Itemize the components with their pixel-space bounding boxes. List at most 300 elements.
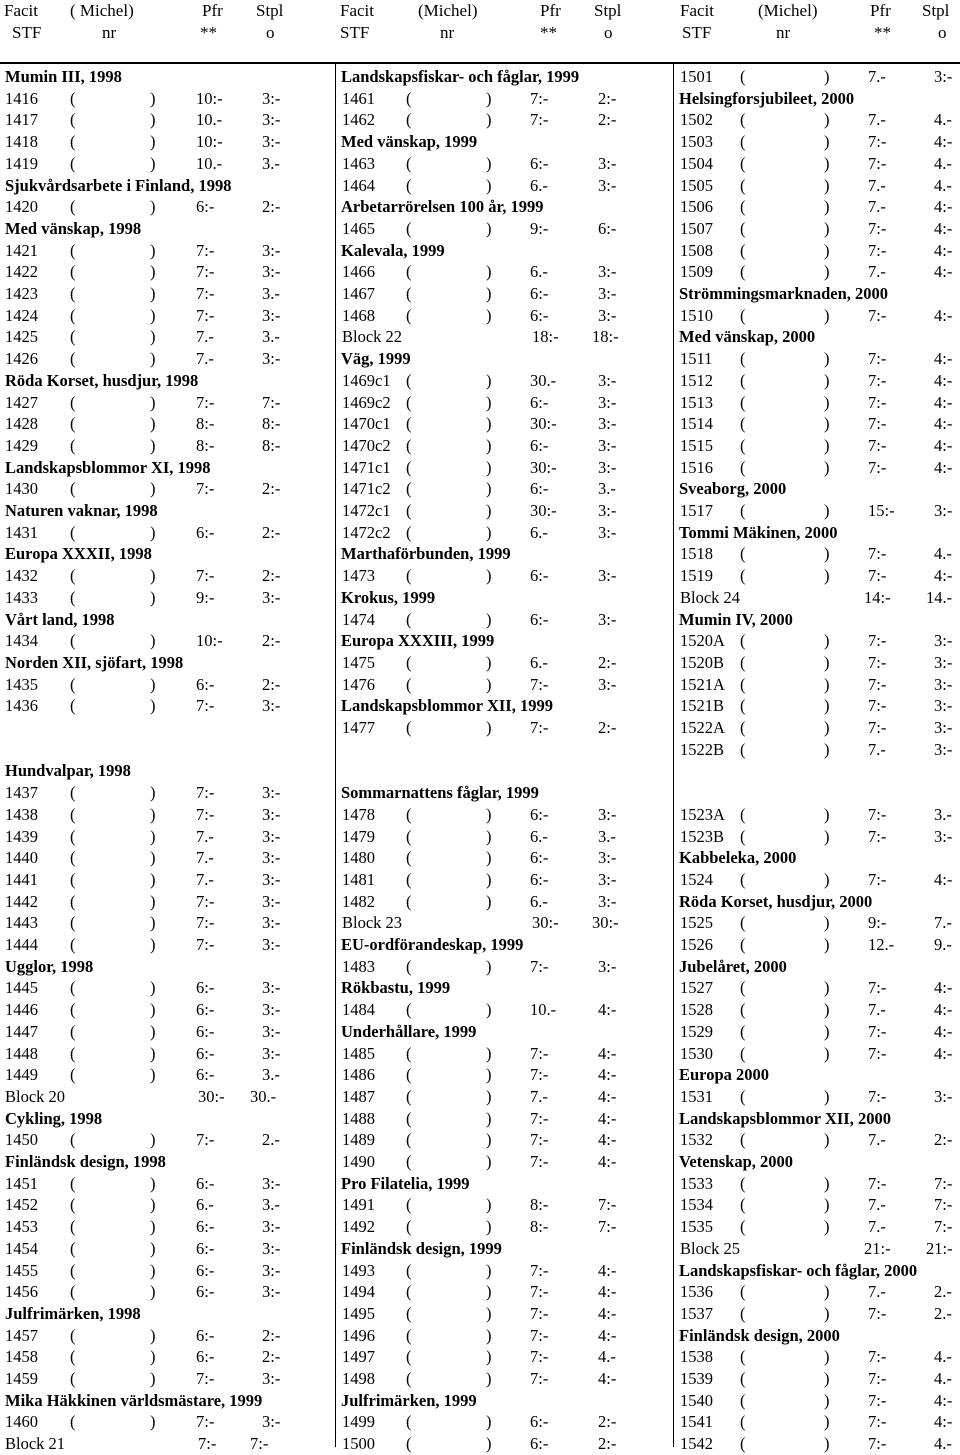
block-row bbox=[336, 326, 674, 348]
price-used: 3:- bbox=[262, 1217, 281, 1237]
price-mint: 7:- bbox=[868, 674, 887, 694]
michel-close-paren: ) bbox=[486, 153, 492, 173]
price-mint: 7.- bbox=[868, 1217, 886, 1237]
price-used: 3:- bbox=[934, 739, 953, 759]
header-michel: (Michel) bbox=[758, 1, 818, 20]
issue-heading bbox=[0, 1303, 336, 1325]
michel-close-paren: ) bbox=[150, 674, 156, 694]
stamp-row bbox=[674, 500, 960, 522]
facit-number: 1437 bbox=[5, 783, 38, 803]
price-used: 3.- bbox=[262, 284, 280, 303]
michel-close-paren: ) bbox=[824, 696, 830, 716]
stamp-row bbox=[336, 999, 674, 1021]
price-mint: 7:- bbox=[530, 1152, 549, 1171]
price-used: 3:- bbox=[262, 891, 281, 911]
facit-number: 1466 bbox=[342, 262, 375, 282]
price-used: 3:- bbox=[598, 284, 617, 303]
facit-number: 1479 bbox=[342, 826, 375, 846]
michel-close-paren: ) bbox=[824, 392, 830, 412]
michel-close-paren: ) bbox=[150, 935, 156, 954]
price-used: 3:- bbox=[598, 457, 617, 477]
michel-close-paren: ) bbox=[486, 956, 492, 976]
price-mint: 6.- bbox=[530, 652, 548, 672]
michel-open-paren: ( bbox=[740, 1217, 746, 1237]
price-mint: 7:- bbox=[868, 305, 887, 325]
stamp-row bbox=[0, 109, 336, 131]
issue-title: Kabbeleka, 2000 bbox=[679, 848, 797, 868]
michel-open-paren: ( bbox=[740, 652, 746, 672]
michel-close-paren: ) bbox=[150, 414, 156, 434]
michel-close-paren: ) bbox=[486, 1217, 492, 1237]
michel-open-paren: ( bbox=[70, 1173, 76, 1193]
facit-number: 1423 bbox=[5, 284, 38, 303]
price-mint: 6:- bbox=[196, 1347, 215, 1367]
price-mint: 6:- bbox=[196, 1238, 215, 1258]
issue-title: EU-ordförandeskap, 1999 bbox=[341, 935, 524, 954]
issue-title: Norden XII, sjöfart, 1998 bbox=[5, 652, 184, 672]
price-used: 3:- bbox=[262, 1260, 281, 1280]
michel-close-paren: ) bbox=[150, 197, 156, 217]
facit-number: 1440 bbox=[5, 848, 38, 868]
price-used: 3:- bbox=[262, 349, 281, 369]
michel-close-paren: ) bbox=[486, 804, 492, 824]
michel-close-paren: ) bbox=[150, 240, 156, 260]
stamp-row bbox=[674, 1216, 960, 1238]
stamp-row bbox=[674, 977, 960, 999]
michel-open-paren: ( bbox=[406, 1000, 412, 1020]
facit-number: 1445 bbox=[5, 978, 38, 998]
price-used: 3.- bbox=[598, 826, 616, 846]
price-used: 3:- bbox=[262, 913, 281, 933]
stamp-row bbox=[674, 348, 960, 370]
price-used: 3:- bbox=[262, 1282, 281, 1302]
issue-title: Krokus, 1999 bbox=[341, 587, 436, 607]
michel-open-paren: ( bbox=[406, 1282, 412, 1302]
stamp-row bbox=[674, 1433, 960, 1455]
price-used: 3:- bbox=[262, 305, 281, 325]
michel-close-paren: ) bbox=[150, 305, 156, 325]
michel-close-paren: ) bbox=[824, 1130, 830, 1150]
michel-close-paren: ) bbox=[486, 479, 492, 499]
facit-number: 1463 bbox=[342, 153, 375, 173]
michel-open-paren: ( bbox=[406, 891, 412, 911]
issue-heading bbox=[336, 1021, 674, 1043]
price-used: 3:- bbox=[262, 1369, 281, 1388]
michel-close-paren: ) bbox=[824, 1217, 830, 1237]
michel-close-paren: ) bbox=[486, 1303, 492, 1323]
issue-title: Helsingforsjubileet, 2000 bbox=[679, 88, 855, 108]
issue-heading bbox=[674, 847, 960, 869]
michel-close-paren: ) bbox=[486, 262, 492, 282]
price-mint: 9:- bbox=[530, 218, 549, 238]
michel-open-paren: ( bbox=[406, 1152, 412, 1171]
issue-heading bbox=[336, 543, 674, 565]
price-mint: 7:- bbox=[868, 869, 887, 889]
michel-close-paren: ) bbox=[824, 1412, 830, 1432]
price-used: 7:- bbox=[598, 1217, 617, 1237]
price-mint: 7.- bbox=[196, 349, 214, 369]
price-mint: 8:- bbox=[196, 414, 215, 434]
issue-heading bbox=[0, 1151, 336, 1173]
stamp-row bbox=[674, 912, 960, 934]
issue-heading bbox=[0, 457, 336, 479]
stamp-row bbox=[336, 1086, 674, 1108]
facit-number: 1516 bbox=[680, 457, 713, 477]
price-used: 2:- bbox=[598, 718, 617, 737]
facit-number: 1448 bbox=[5, 1043, 38, 1063]
michel-close-paren: ) bbox=[150, 631, 156, 651]
facit-number: 1519 bbox=[680, 566, 713, 586]
michel-close-paren: ) bbox=[150, 1130, 156, 1150]
michel-close-paren: ) bbox=[486, 1195, 492, 1215]
facit-number: 1528 bbox=[680, 1000, 713, 1020]
price-used: 4.- bbox=[598, 1347, 616, 1367]
price-used: 4.- bbox=[934, 1434, 952, 1454]
michel-close-paren: ) bbox=[486, 435, 492, 455]
issue-title: Julfrimärken, 1998 bbox=[5, 1303, 141, 1323]
michel-close-paren: ) bbox=[150, 1325, 156, 1345]
michel-open-paren: ( bbox=[740, 935, 746, 954]
price-mint: 6:- bbox=[196, 978, 215, 998]
price-mint: 7:- bbox=[196, 262, 215, 282]
stamp-row bbox=[0, 1043, 336, 1065]
price-used: 3:- bbox=[598, 891, 617, 911]
price-used: 3:- bbox=[262, 696, 281, 716]
michel-close-paren: ) bbox=[150, 1412, 156, 1432]
price-used: 7:- bbox=[262, 392, 281, 412]
price-used: 3:- bbox=[262, 587, 281, 607]
michel-close-paren: ) bbox=[150, 978, 156, 998]
price-mint: 7:- bbox=[868, 240, 887, 260]
michel-open-paren: ( bbox=[406, 1108, 412, 1128]
price-used: 30.- bbox=[250, 1086, 277, 1106]
price-used: 2:- bbox=[262, 197, 281, 217]
issue-title: Arbetarrörelsen 100 år, 1999 bbox=[341, 197, 544, 217]
price-mint: 7:- bbox=[868, 370, 887, 390]
price-used: 3:- bbox=[598, 392, 617, 412]
header-pfr: Pfr bbox=[540, 1, 561, 20]
michel-close-paren: ) bbox=[824, 1369, 830, 1388]
michel-open-paren: ( bbox=[740, 978, 746, 998]
price-used: 7:- bbox=[250, 1434, 269, 1454]
stamp-row bbox=[336, 609, 674, 631]
header-stars: ** bbox=[540, 23, 557, 42]
facit-number: 1478 bbox=[342, 804, 375, 824]
facit-number: 1539 bbox=[680, 1369, 713, 1388]
michel-close-paren: ) bbox=[824, 1390, 830, 1410]
price-used: 4:- bbox=[934, 1412, 953, 1432]
michel-open-paren: ( bbox=[740, 1000, 746, 1020]
issue-heading bbox=[336, 977, 674, 999]
michel-open-paren: ( bbox=[70, 1217, 76, 1237]
price-mint: 7:- bbox=[196, 935, 215, 954]
price-mint: 10.- bbox=[196, 153, 223, 173]
price-used: 3:- bbox=[262, 88, 281, 108]
facit-number: 1541 bbox=[680, 1412, 713, 1432]
price-mint: 6:- bbox=[196, 1000, 215, 1020]
block-label: Block 23 bbox=[342, 913, 403, 933]
michel-close-paren: ) bbox=[824, 978, 830, 998]
price-used: 4:- bbox=[934, 414, 953, 434]
michel-close-paren: ) bbox=[486, 891, 492, 911]
header-michel: (Michel) bbox=[418, 1, 478, 20]
price-used: 4:- bbox=[934, 197, 953, 217]
price-mint: 7.- bbox=[530, 1086, 548, 1106]
facit-number: 1520A bbox=[680, 631, 725, 651]
price-mint: 6:- bbox=[196, 1282, 215, 1302]
stamp-row bbox=[336, 1368, 674, 1390]
stamp-row bbox=[336, 1303, 674, 1325]
price-used: 3.- bbox=[262, 153, 280, 173]
facit-number: 1491 bbox=[342, 1195, 375, 1215]
michel-close-paren: ) bbox=[824, 1000, 830, 1020]
michel-close-paren: ) bbox=[486, 1260, 492, 1280]
michel-open-paren: ( bbox=[740, 1369, 746, 1388]
stamp-row bbox=[674, 1043, 960, 1065]
price-mint: 7:- bbox=[868, 804, 887, 824]
price-mint: 7:- bbox=[868, 652, 887, 672]
stamp-row bbox=[674, 305, 960, 327]
stamp-row bbox=[0, 392, 336, 414]
stamp-row bbox=[0, 326, 336, 348]
facit-number: 1452 bbox=[5, 1195, 38, 1215]
michel-close-paren: ) bbox=[150, 1000, 156, 1020]
price-used: 4.- bbox=[934, 110, 952, 130]
facit-number: 1454 bbox=[5, 1238, 38, 1258]
michel-close-paren: ) bbox=[486, 1412, 492, 1432]
price-used: 4:- bbox=[934, 1390, 953, 1410]
block-label: Block 20 bbox=[5, 1086, 66, 1106]
price-mint: 7:- bbox=[530, 1065, 549, 1085]
price-mint: 7:- bbox=[530, 1130, 549, 1150]
block-label: Block 24 bbox=[680, 587, 741, 607]
issue-title: Landskapsfiskar- och fåglar, 1999 bbox=[341, 67, 580, 86]
issue-heading bbox=[674, 522, 960, 544]
michel-open-paren: ( bbox=[740, 1347, 746, 1367]
facit-number: 1536 bbox=[680, 1282, 713, 1302]
price-used: 4:- bbox=[598, 1065, 617, 1085]
price-used: 4:- bbox=[598, 1086, 617, 1106]
header-o: o bbox=[604, 23, 613, 42]
price-mint: 7:- bbox=[868, 1390, 887, 1410]
michel-close-paren: ) bbox=[824, 718, 830, 737]
michel-close-paren: ) bbox=[150, 1065, 156, 1085]
stamp-row bbox=[674, 1086, 960, 1108]
price-used: 3:- bbox=[262, 1021, 281, 1041]
facit-number: 1537 bbox=[680, 1303, 713, 1323]
issue-heading bbox=[674, 478, 960, 500]
stamp-row bbox=[0, 1260, 336, 1282]
issue-title: Underhållare, 1999 bbox=[341, 1021, 477, 1041]
facit-number: 1488 bbox=[342, 1108, 375, 1128]
issue-heading bbox=[336, 587, 674, 609]
michel-open-paren: ( bbox=[406, 804, 412, 824]
block-row bbox=[674, 1238, 960, 1260]
facit-number: 1522A bbox=[680, 718, 725, 737]
facit-number: 1523B bbox=[680, 826, 725, 846]
michel-open-paren: ( bbox=[740, 370, 746, 390]
michel-open-paren: ( bbox=[70, 1325, 76, 1345]
stamp-row bbox=[336, 1281, 674, 1303]
issue-heading bbox=[674, 326, 960, 348]
stamp-row bbox=[0, 1281, 336, 1303]
stamp-row bbox=[674, 1411, 960, 1433]
header-o: o bbox=[266, 23, 275, 42]
stamp-row bbox=[674, 1368, 960, 1390]
block-label: Block 22 bbox=[342, 327, 403, 347]
michel-close-paren: ) bbox=[150, 1173, 156, 1193]
price-mint: 7:- bbox=[196, 305, 215, 325]
facit-number: 1451 bbox=[5, 1173, 38, 1193]
price-mint: 6:- bbox=[196, 1260, 215, 1280]
michel-close-paren: ) bbox=[486, 609, 492, 629]
price-mint: 6:- bbox=[530, 848, 549, 868]
michel-open-paren: ( bbox=[70, 349, 76, 369]
facit-number: 1494 bbox=[342, 1282, 375, 1302]
michel-open-paren: ( bbox=[406, 1347, 412, 1367]
issue-title: Europa XXXIII, 1999 bbox=[341, 631, 495, 651]
price-mint: 9:- bbox=[868, 913, 887, 933]
price-used: 2:- bbox=[598, 110, 617, 130]
price-used: 3:- bbox=[934, 696, 953, 716]
michel-open-paren: ( bbox=[406, 652, 412, 672]
price-used: 4:- bbox=[934, 132, 953, 152]
michel-open-paren: ( bbox=[406, 501, 412, 520]
michel-open-paren: ( bbox=[70, 587, 76, 607]
issue-heading bbox=[336, 66, 674, 88]
price-mint: 6.- bbox=[530, 175, 548, 195]
issue-title: Jubelåret, 2000 bbox=[679, 956, 787, 976]
price-used: 3.- bbox=[934, 804, 952, 824]
issue-heading bbox=[674, 609, 960, 631]
stamp-row bbox=[336, 218, 674, 240]
michel-open-paren: ( bbox=[740, 305, 746, 325]
michel-close-paren: ) bbox=[150, 696, 156, 716]
facit-number: 1533 bbox=[680, 1173, 713, 1193]
header-pfr: Pfr bbox=[202, 1, 223, 20]
facit-number: 1511 bbox=[680, 349, 713, 369]
header-facit: Facit bbox=[340, 1, 374, 20]
stamp-row bbox=[0, 869, 336, 891]
michel-open-paren: ( bbox=[740, 457, 746, 477]
facit-number: 1476 bbox=[342, 674, 375, 694]
facit-number: 1467 bbox=[342, 284, 375, 303]
stamp-row bbox=[674, 392, 960, 414]
michel-close-paren: ) bbox=[150, 804, 156, 824]
michel-close-paren: ) bbox=[824, 804, 830, 824]
stamp-row bbox=[674, 1281, 960, 1303]
stamp-row bbox=[674, 1021, 960, 1043]
stamp-row bbox=[336, 283, 674, 305]
facit-number: 1422 bbox=[5, 262, 38, 282]
price-used: 3.- bbox=[598, 479, 616, 499]
facit-number: 1507 bbox=[680, 218, 713, 238]
michel-close-paren: ) bbox=[486, 284, 492, 303]
price-used: 3:- bbox=[934, 631, 953, 651]
facit-number: 1444 bbox=[5, 935, 38, 954]
michel-open-paren: ( bbox=[70, 435, 76, 455]
stamp-row bbox=[336, 392, 674, 414]
facit-number: 1529 bbox=[680, 1021, 713, 1041]
block-label: Block 21 bbox=[5, 1434, 66, 1454]
issue-heading bbox=[0, 609, 336, 631]
michel-open-paren: ( bbox=[70, 696, 76, 716]
price-used: 3:- bbox=[262, 132, 281, 152]
facit-number: 1496 bbox=[342, 1325, 375, 1345]
michel-close-paren: ) bbox=[824, 631, 830, 651]
price-used: 3:- bbox=[262, 848, 281, 868]
price-mint: 7.- bbox=[868, 1195, 886, 1215]
michel-open-paren: ( bbox=[740, 67, 746, 86]
stamp-row bbox=[0, 153, 336, 175]
michel-open-paren: ( bbox=[740, 240, 746, 260]
michel-open-paren: ( bbox=[406, 1325, 412, 1345]
michel-close-paren: ) bbox=[150, 783, 156, 803]
facit-number: 1438 bbox=[5, 804, 38, 824]
michel-close-paren: ) bbox=[486, 1086, 492, 1106]
michel-close-paren: ) bbox=[150, 392, 156, 412]
issue-title: Landskapsfiskar- och fåglar, 2000 bbox=[679, 1260, 918, 1280]
facit-number: 1486 bbox=[342, 1065, 375, 1085]
stamp-row bbox=[0, 977, 336, 999]
price-used: 4:- bbox=[598, 1303, 617, 1323]
issue-title: Tommi Mäkinen, 2000 bbox=[679, 522, 838, 542]
michel-close-paren: ) bbox=[486, 652, 492, 672]
facit-number: 1418 bbox=[5, 132, 38, 152]
price-mint: 7:- bbox=[196, 696, 215, 716]
table-header bbox=[0, 0, 960, 62]
facit-number: 1428 bbox=[5, 414, 38, 434]
stamp-row bbox=[674, 240, 960, 262]
facit-number: 1530 bbox=[680, 1043, 713, 1063]
price-used: 2:- bbox=[598, 1412, 617, 1432]
michel-close-paren: ) bbox=[150, 522, 156, 542]
issue-heading bbox=[336, 695, 674, 717]
price-mint: 7.- bbox=[868, 110, 886, 130]
price-used: 4:- bbox=[934, 262, 953, 282]
issue-title: Europa 2000 bbox=[679, 1065, 770, 1085]
michel-open-paren: ( bbox=[740, 218, 746, 238]
price-mint: 6:- bbox=[530, 1412, 549, 1432]
price-used: 2:- bbox=[262, 522, 281, 542]
issue-title: Naturen vaknar, 1998 bbox=[5, 501, 158, 520]
michel-open-paren: ( bbox=[740, 110, 746, 130]
stamp-row bbox=[674, 1303, 960, 1325]
price-mint: 7:- bbox=[868, 414, 887, 434]
stamp-row bbox=[0, 695, 336, 717]
price-used: 3:- bbox=[598, 522, 617, 542]
stamp-row bbox=[674, 1390, 960, 1412]
michel-open-paren: ( bbox=[406, 956, 412, 976]
michel-open-paren: ( bbox=[740, 435, 746, 455]
issue-title: Mumin III, 1998 bbox=[5, 67, 122, 86]
price-mint: 7:- bbox=[868, 218, 887, 238]
michel-close-paren: ) bbox=[824, 1195, 830, 1215]
price-used: 4:- bbox=[934, 305, 953, 325]
michel-open-paren: ( bbox=[740, 1130, 746, 1150]
facit-number: 1442 bbox=[5, 891, 38, 911]
facit-number: 1473 bbox=[342, 566, 375, 586]
facit-number: 1446 bbox=[5, 1000, 38, 1020]
michel-close-paren: ) bbox=[150, 132, 156, 152]
michel-open-paren: ( bbox=[406, 609, 412, 629]
michel-close-paren: ) bbox=[150, 891, 156, 911]
issue-title: Strömmingsmarknaden, 2000 bbox=[679, 284, 889, 303]
price-mint: 7:- bbox=[868, 435, 887, 455]
column-3 bbox=[674, 62, 960, 1454]
stamp-row bbox=[0, 348, 336, 370]
price-mint: 6:- bbox=[196, 1065, 215, 1085]
